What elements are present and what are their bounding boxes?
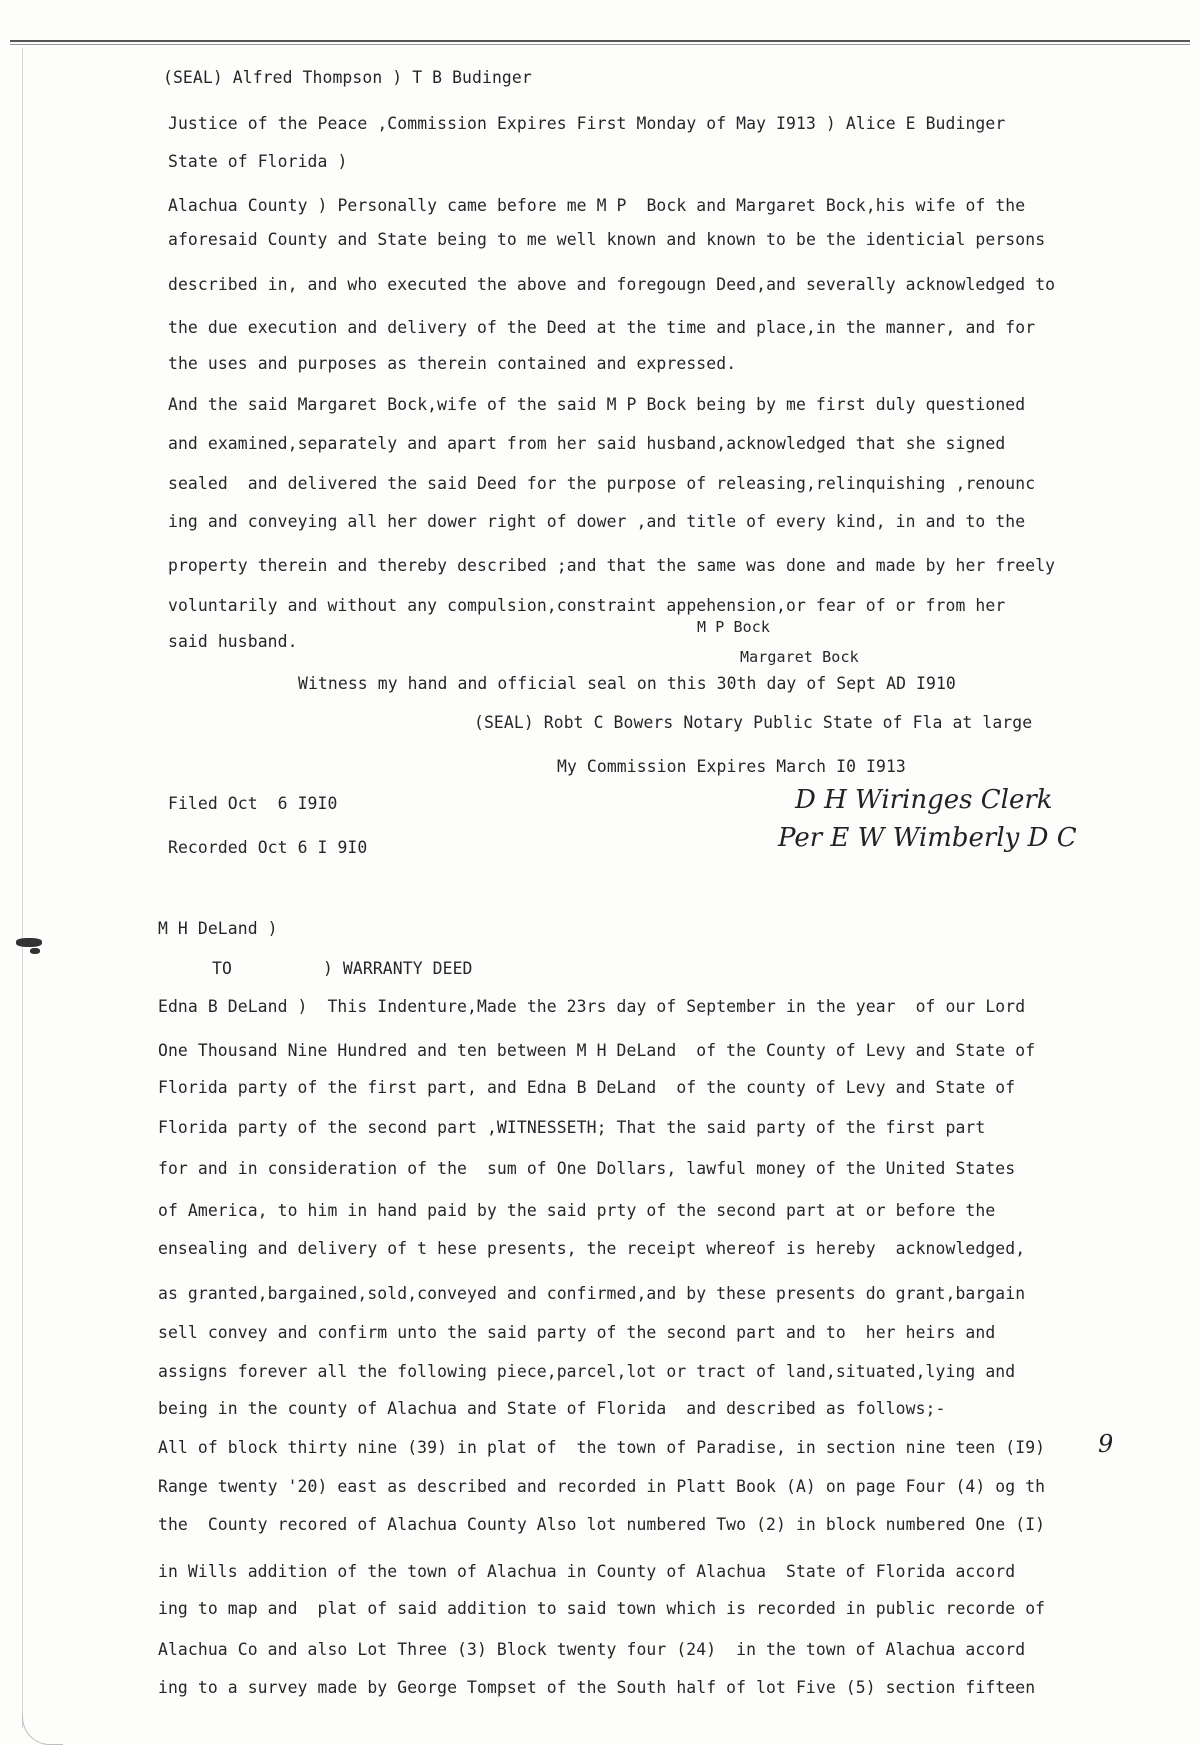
deed-line: being in the county of Alachua and State of Florida and described as follows;- — [158, 1399, 946, 1418]
ack-line: aforesaid County and State being to me well known and known to be the identicial persons — [168, 230, 1046, 249]
top-rule — [10, 40, 1190, 42]
deed-line: ensealing and delivery of t hese presents, the receipt whereof is hereby acknowledged, — [158, 1239, 1026, 1258]
notary-line: (SEAL) Robt C Bowers Notary Public State of Fla at large — [474, 713, 1033, 732]
deed-line: Florida party of the first part, and Edna B DeLand of the county of Levy and State of — [158, 1078, 1016, 1097]
justice-line: Justice of the Peace ,Commission Expires First Monday of May I913 ) Alice E Budinger — [168, 114, 1006, 133]
ack-line: And the said Margaret Bock,wife of the said M P Bock being by me first duly questioned — [168, 395, 1026, 414]
state-line: State of Florida ) — [168, 152, 348, 171]
page-corner-curl — [22, 1714, 63, 1745]
deed-line: Range twenty '20) east as described and recorded in Platt Book (A) on page Four (4) og th — [158, 1477, 1046, 1496]
ack-line: property therein and thereby described ;and that the same was done and made by her freely — [168, 556, 1056, 575]
to-label: TO — [212, 959, 232, 978]
ack-line: voluntarily and without any compulsion,constraint appehension,or fear of or from her — [168, 596, 1006, 615]
page-left-edge — [22, 48, 23, 1728]
ack-line: Alachua County ) Personally came before me M P Bock and Margaret Bock,his wife of the — [168, 196, 1026, 215]
ack-line: the uses and purposes as therein contained and expressed. — [168, 354, 737, 373]
ack-line: described in, and who executed the above and foregougn Deed,and severally acknowledged to — [168, 275, 1056, 294]
signer-m-p-bock: M P Bock — [697, 618, 771, 636]
deed-line: as granted,bargained,sold,conveyed and confirmed,and by these presents do grant,bargain — [158, 1284, 1026, 1303]
deed-line: Florida party of the second part ,WITNESSETH; That the said party of the first part — [158, 1118, 986, 1137]
ack-line: and examined,separately and apart from her said husband,acknowledged that she signed — [168, 434, 1006, 453]
deed-line: Edna B DeLand ) This Indenture,Made the 23rs day of September in the year of our Lord — [158, 997, 1026, 1016]
deed-line: in Wills addition of the town of Alachua in County of Alachua State of Florida accord — [158, 1562, 1016, 1581]
clerk-signature: D H Wiringes Clerk — [795, 785, 1053, 815]
filed-date: Filed Oct 6 I9I0 — [168, 794, 338, 813]
signer-margaret-bock: Margaret Bock — [740, 648, 859, 666]
deed-line: of America, to him in hand paid by the said prty of the second part at or before the — [158, 1201, 996, 1220]
deed-line: ing to map and plat of said addition to said town which is recorded in public recorde of — [158, 1599, 1046, 1618]
ink-smudge — [16, 938, 42, 947]
ink-smudge-small — [30, 948, 40, 954]
seal-line: (SEAL) Alfred Thompson ) T B Budinger — [163, 68, 532, 87]
recorded-date: Recorded Oct 6 I 9I0 — [168, 838, 368, 857]
commission-line: My Commission Expires March I0 I913 — [557, 757, 906, 776]
deed-line: One Thousand Nine Hundred and ten between M H DeLand of the County of Levy and State of — [158, 1041, 1036, 1060]
deed-line: for and in consideration of the sum of One Dollars, lawful money of the United States — [158, 1159, 1016, 1178]
deed-line: Alachua Co and also Lot Three (3) Block twenty four (24) in the town of Alachua accord — [158, 1640, 1026, 1659]
witness-line: Witness my hand and official seal on this 30th day of Sept AD I910 — [298, 674, 956, 693]
party-from: M H DeLand ) — [158, 919, 278, 938]
top-rule-inner — [10, 44, 1190, 45]
deputy-clerk-signature: Per E W Wimberly D C — [778, 823, 1077, 853]
deed-line: assigns forever all the following piece,parcel,lot or tract of land,situated,lying and — [158, 1362, 1016, 1381]
ack-line: sealed and delivered the said Deed for the purpose of releasing,relinquishing ,renounc — [168, 474, 1036, 493]
deed-line: the County recored of Alachua County Also lot numbered Two (2) in block numbered One (I) — [158, 1515, 1046, 1534]
margin-note: 9 — [1098, 1430, 1114, 1458]
ack-line: said husband. — [168, 632, 298, 651]
deed-type: ) WARRANTY DEED — [323, 959, 473, 978]
deed-line: sell convey and confirm unto the said party of the second part and to her heirs and — [158, 1323, 996, 1342]
ack-line: the due execution and delivery of the Deed at the time and place,in the manner, and for — [168, 318, 1036, 337]
ack-line: ing and conveying all her dower right of dower ,and title of every kind, in and to the — [168, 512, 1026, 531]
deed-line: ing to a survey made by George Tompset of the South half of lot Five (5) section fifteen — [158, 1678, 1036, 1697]
deed-line: All of block thirty nine (39) in plat of the town of Paradise, in section nine teen (I9) — [158, 1438, 1046, 1457]
